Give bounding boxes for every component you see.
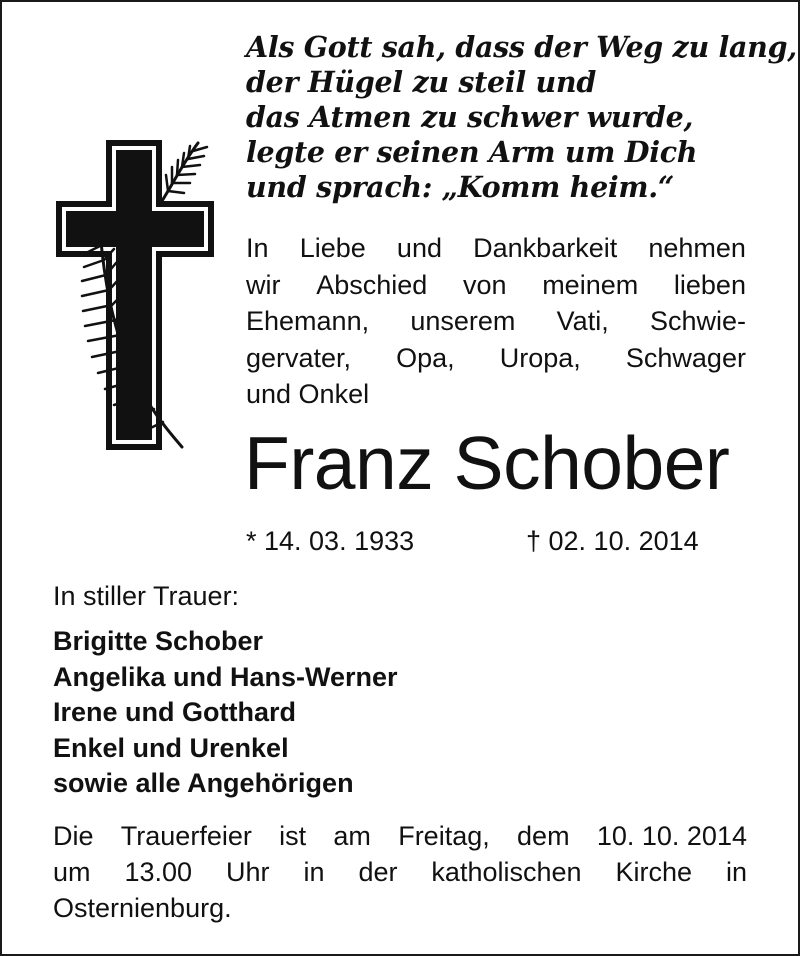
word: und Onkel <box>246 379 370 409</box>
word: 13.00 <box>124 857 193 887</box>
mourner: Angelika und Hans-Werner <box>53 661 398 692</box>
intro-text <box>246 230 746 413</box>
word: Uhr <box>226 857 270 887</box>
word: katholischen <box>431 857 582 887</box>
cross-icon <box>56 140 214 450</box>
word: Uropa, <box>499 342 581 373</box>
intro-line <box>246 267 746 304</box>
word: ist <box>279 821 307 851</box>
birth-date: * 14. 03. 1933 <box>246 526 415 556</box>
word: der <box>358 857 398 887</box>
word: Freitag, <box>398 821 490 851</box>
word: um <box>53 857 91 887</box>
mourner: Enkel und Urenkel <box>53 732 289 763</box>
intro-line <box>246 230 746 267</box>
funeral-line <box>53 818 747 854</box>
poem-line: das Atmen zu schwer wurde, <box>246 100 694 134</box>
intro-line <box>246 376 746 413</box>
word: Liebe <box>299 233 366 263</box>
word: Osternienburg. <box>53 893 232 923</box>
word: Trauerfeier <box>120 821 252 851</box>
word: nehmen <box>648 233 746 263</box>
word: Die <box>53 821 94 851</box>
word: dem <box>517 821 570 851</box>
word: am <box>333 821 371 851</box>
word: und <box>396 233 442 263</box>
word: wir <box>246 269 281 300</box>
funeral-line <box>53 854 747 890</box>
word: von <box>462 269 507 300</box>
word: Abschied <box>316 269 428 300</box>
word: Opa, <box>396 342 455 373</box>
intro-line <box>246 303 746 340</box>
funeral-line <box>53 890 747 926</box>
deceased-name: Franz Schober <box>244 421 730 505</box>
word: Vati, <box>556 306 609 336</box>
intro-line <box>246 340 746 377</box>
word: 10. 10. 2014 <box>596 821 747 851</box>
word: Schwie- <box>649 306 746 336</box>
word: in <box>725 857 747 887</box>
mourners-list <box>53 624 398 802</box>
word: unserem <box>410 306 516 336</box>
mourner: Irene und Gotthard <box>53 697 296 727</box>
poem-line: legte er seinen Arm um Dich <box>246 135 698 169</box>
poem-line: Als Gott sah, dass der Weg zu lang, <box>246 30 797 64</box>
poem-line: der Hügel zu steil und <box>246 65 596 99</box>
word: gervater, <box>246 342 352 373</box>
word: lieben <box>673 269 746 300</box>
word: Kirche <box>615 857 693 887</box>
word: meinem <box>542 269 639 300</box>
mourner: Brigitte Schober <box>53 626 264 656</box>
funeral-info <box>53 818 747 926</box>
word: in <box>303 857 325 887</box>
mourner: sowie alle Angehörigen <box>53 768 354 798</box>
word: In <box>246 233 269 263</box>
death-date: † 02. 10. 2014 <box>526 526 699 556</box>
poem <box>246 30 797 205</box>
poem-line: und sprach: „Komm heim.“ <box>246 170 674 204</box>
cross-with-palm-emblem <box>50 135 220 455</box>
mourning-label: In stiller Trauer: <box>53 581 240 611</box>
word: Schwager <box>625 342 746 373</box>
word: Dankbarkeit <box>473 233 618 263</box>
word: Ehemann, <box>246 306 370 336</box>
